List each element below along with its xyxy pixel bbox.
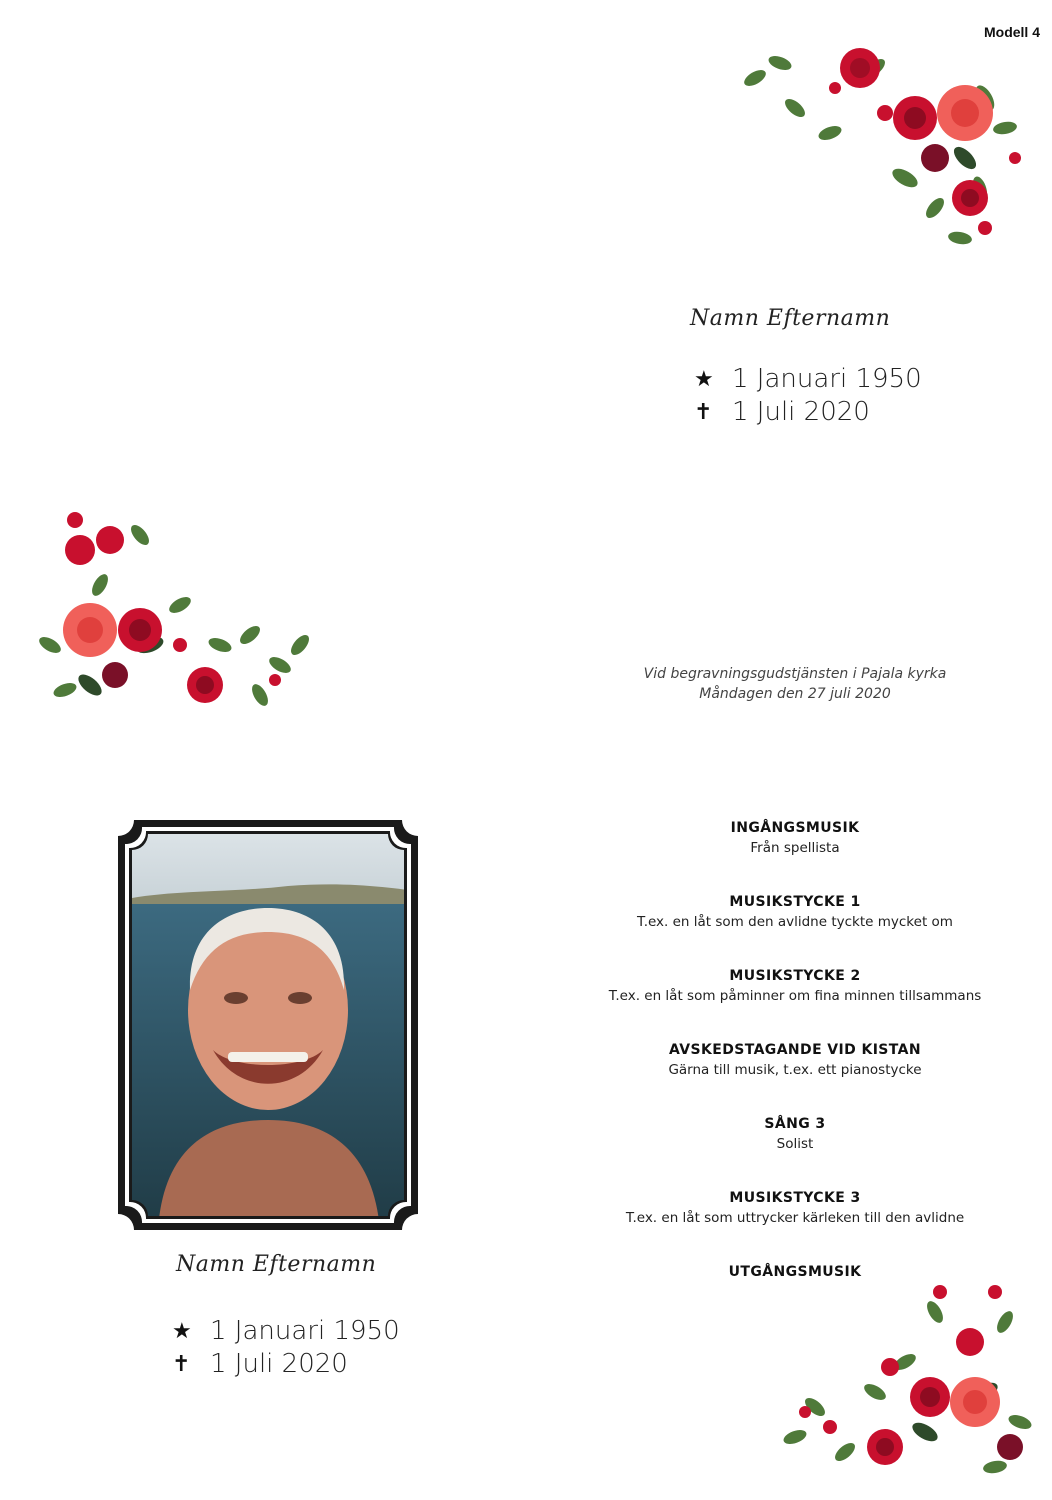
portrait-death-row	[172, 1349, 348, 1379]
model-label: Modell 4	[983, 24, 1040, 40]
program-item-title: AVSKEDSTAGANDE VID KISTAN	[668, 1042, 921, 1058]
rose-corner-decoration-left	[30, 495, 315, 715]
cross-icon: ✝	[172, 1351, 191, 1377]
program-item-title: MUSIKSTYCKE 3	[729, 1190, 861, 1206]
portrait-birth-date: 1 Januari 1950	[210, 1316, 400, 1346]
cover-birth-row	[694, 364, 922, 394]
program-item-description: Från spellista	[750, 840, 840, 856]
program-item	[560, 818, 1030, 858]
program-item	[560, 966, 1030, 1006]
cover-death-row	[694, 397, 870, 427]
program-item-description: T.ex. en låt som den avlidne tyckte mycket om	[637, 914, 953, 930]
program-item	[560, 1114, 1030, 1154]
service-info	[560, 664, 1030, 704]
portrait-photo	[118, 820, 418, 1230]
program-item	[560, 1188, 1030, 1228]
service-line-2: Måndagen den 27 juli 2020	[699, 686, 891, 702]
program-item-description: Solist	[776, 1136, 814, 1152]
program-item-title: MUSIKSTYCKE 2	[729, 968, 861, 984]
rose-corner-decoration-bottom	[775, 1272, 1035, 1482]
program-list	[560, 818, 1030, 1316]
program-item	[560, 1040, 1030, 1080]
program-item-title: INGÅNGSMUSIK	[730, 820, 860, 836]
program-item-description: T.ex. en låt som påminner om fina minnen tillsammans	[608, 988, 982, 1004]
program-item-title: UTGÅNGSMUSIK	[728, 1264, 862, 1280]
program-item-description: Gärna till musik, t.ex. ett pianostycke	[668, 1062, 922, 1078]
star-icon: ★	[694, 366, 714, 392]
portrait-frame	[118, 820, 418, 1230]
program-item-title: SÅNG 3	[764, 1116, 826, 1132]
cover-death-date: 1 Juli 2020	[732, 397, 870, 427]
portrait-death-date: 1 Juli 2020	[210, 1349, 348, 1379]
service-line-1: Vid begravningsgudstjänsten i Pajala kyrka	[643, 666, 947, 682]
cover-birth-date: 1 Januari 1950	[732, 364, 922, 394]
program-item-description: T.ex. en låt som uttrycker kärleken till den avlidne	[625, 1210, 965, 1226]
program-item-title: MUSIKSTYCKE 1	[729, 894, 861, 910]
cross-icon: ✝	[694, 399, 713, 425]
program-item	[560, 892, 1030, 932]
rose-corner-decoration-top	[735, 38, 1025, 253]
cover-name: Namn Efternamn	[690, 306, 891, 331]
portrait-birth-row	[172, 1316, 400, 1346]
portrait-name: Namn Efternamn	[176, 1252, 377, 1277]
star-icon: ★	[172, 1318, 192, 1344]
